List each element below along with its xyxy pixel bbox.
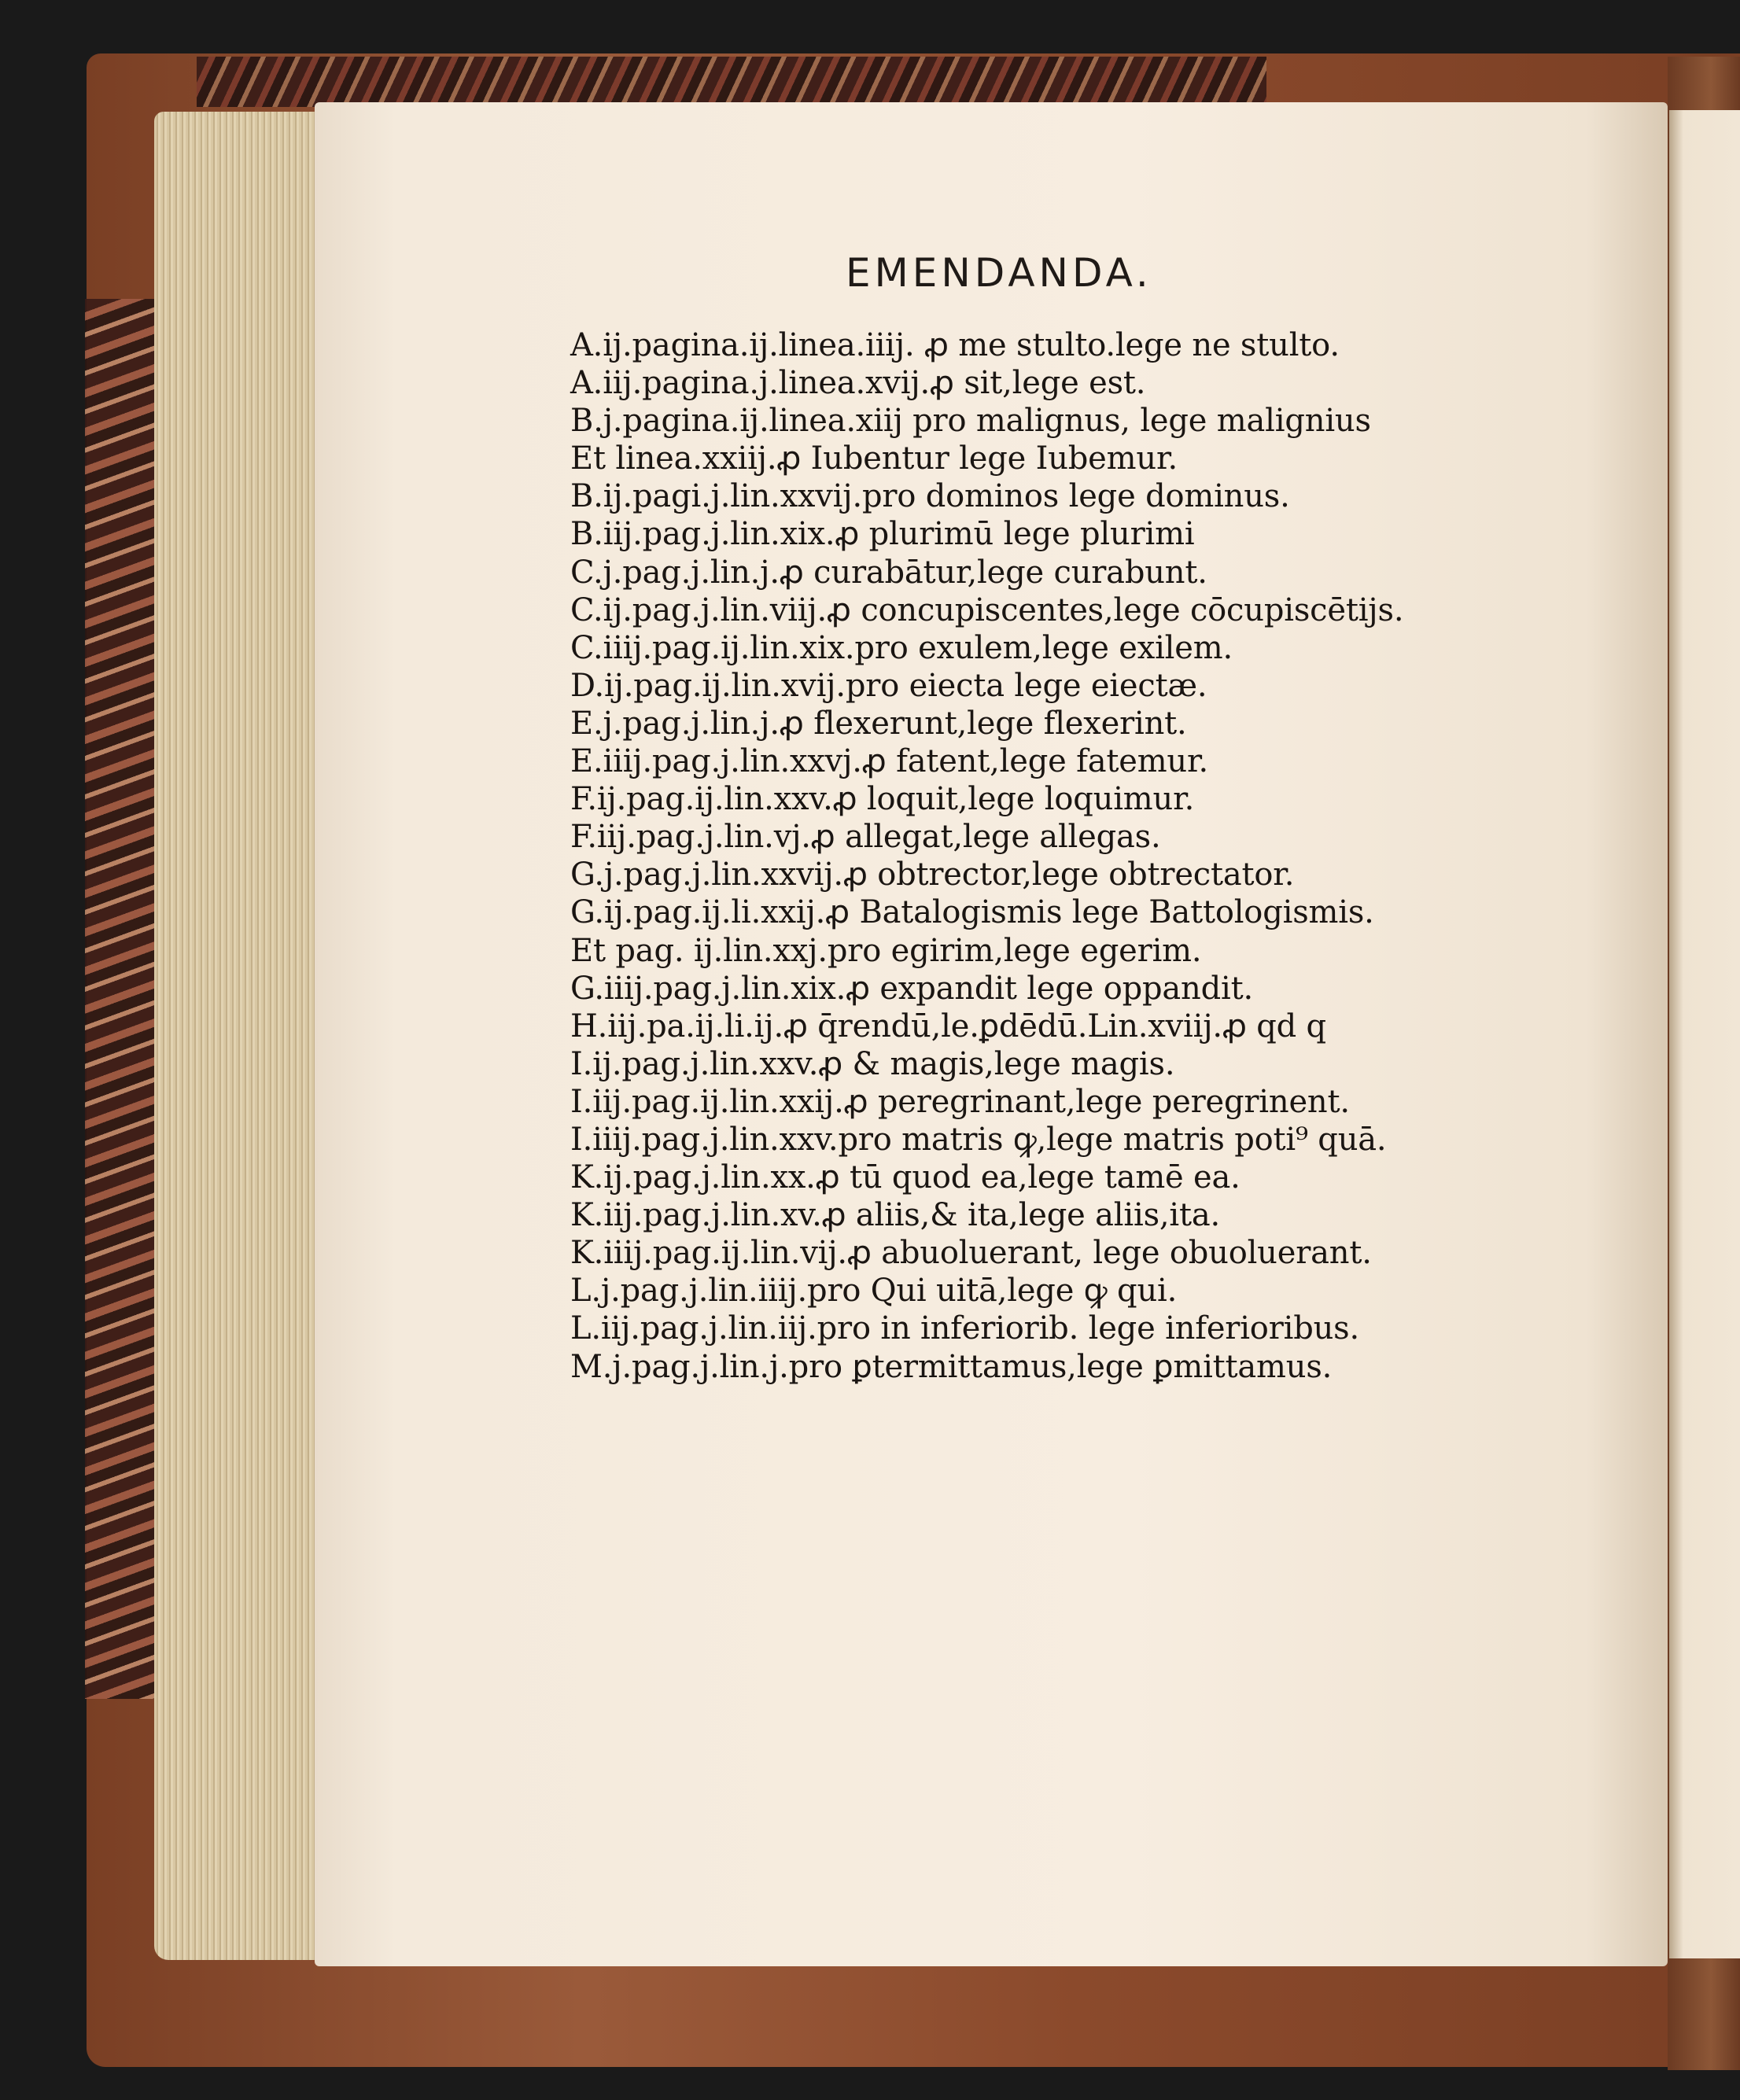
page-edges-stack <box>154 112 321 1960</box>
errata-line: G.iiij.pag.j.lin.xix.ꝓ expandit lege oppandit. <box>570 970 1253 1007</box>
errata-line: I.iij.pag.ij.lin.xxij.ꝓ peregrinant,lege peregrinent. <box>570 1083 1350 1120</box>
errata-line: H.iij.pa.ij.li.ij.ꝓ q̄rendū,le.ꝑdēdū.Lin.xviij.ꝓ qd q <box>570 1008 1326 1044</box>
errata-line: K.iiij.pag.ij.lin.vij.ꝓ abuoluerant, lege obuoluerant. <box>570 1235 1372 1272</box>
errata-line: L.j.pag.j.lin.iiij.pro Qui uitā,lege ꝙ qui. <box>570 1273 1178 1310</box>
errata-line: F.iij.pag.j.lin.vj.ꝓ allegat,lege allegas. <box>570 819 1161 856</box>
facing-page-edge <box>1669 110 1740 1958</box>
errata-line: K.ij.pag.j.lin.xx.ꝓ tū quod ea,lege tamē ea. <box>570 1159 1240 1196</box>
errata-line: F.ij.pag.ij.lin.xxv.ꝓ loquit,lege loquimur. <box>570 781 1195 818</box>
errata-line: B.ij.pagi.j.lin.xxvij.pro dominos lege dominus. <box>570 478 1290 515</box>
errata-line: A.ij.pagina.ij.linea.iiij. ꝓ me stulto.lege ne stulto. <box>570 327 1340 363</box>
errata-line: I.iiij.pag.j.lin.xxv.pro matris ꝙ,lege matris poti⁹ quā. <box>570 1121 1387 1158</box>
marbled-endpaper-left <box>85 299 156 1699</box>
errata-line: E.j.pag.j.lin.j.ꝓ flexerunt,lege flexerint. <box>570 705 1187 742</box>
errata-line: D.ij.pag.ij.lin.xvij.pro eiecta lege eiectæ. <box>570 667 1207 704</box>
errata-line: E.iiij.pag.j.lin.xxvj.ꝓ fatent,lege fatemur. <box>570 743 1209 780</box>
errata-line: G.ij.pag.ij.li.xxij.ꝓ Batalogismis lege Battologismis. <box>570 894 1374 931</box>
errata-line: B.j.pagina.ij.linea.xiij pro malignus, lege malignius <box>570 403 1371 440</box>
errata-line: Et linea.xxiij.ꝓ Iubentur lege Iubemur. <box>570 440 1178 477</box>
errata-line: K.iij.pag.j.lin.xv.ꝓ aliis,& ita,lege aliis,ita. <box>570 1197 1221 1234</box>
errata-line: G.j.pag.j.lin.xxvij.ꝓ obtrector,lege obtrectator. <box>570 857 1295 893</box>
errata-line: I.ij.pag.j.lin.xxv.ꝓ & magis,lege magis. <box>570 1045 1175 1082</box>
errata-line: C.iiij.pag.ij.lin.xix.pro exulem,lege exilem. <box>570 629 1233 666</box>
errata-line: A.iij.pagina.j.linea.xvij.ꝓ sit,lege est. <box>570 365 1146 402</box>
errata-line: B.iij.pag.j.lin.xix.ꝓ plurimū lege plurimi <box>570 516 1195 553</box>
errata-line: Et pag. ij.lin.xxj.pro egirim,lege egerim. <box>570 932 1202 969</box>
page-heading: EMENDANDA. <box>846 250 1152 296</box>
errata-list <box>570 326 1403 1386</box>
errata-line: L.iij.pag.j.lin.iij.pro in inferiorib. lege inferioribus. <box>570 1310 1360 1347</box>
errata-line: C.j.pag.j.lin.j.ꝓ curabātur,lege curabunt. <box>570 554 1207 591</box>
errata-line: M.j.pag.j.lin.j.pro ꝑtermittamus,lege ꝑmittamus. <box>570 1348 1333 1385</box>
marbled-endpaper-top <box>197 57 1266 107</box>
errata-line: C.ij.pag.j.lin.viij.ꝓ concupiscentes,lege cōcupiscētijs. <box>570 591 1404 628</box>
